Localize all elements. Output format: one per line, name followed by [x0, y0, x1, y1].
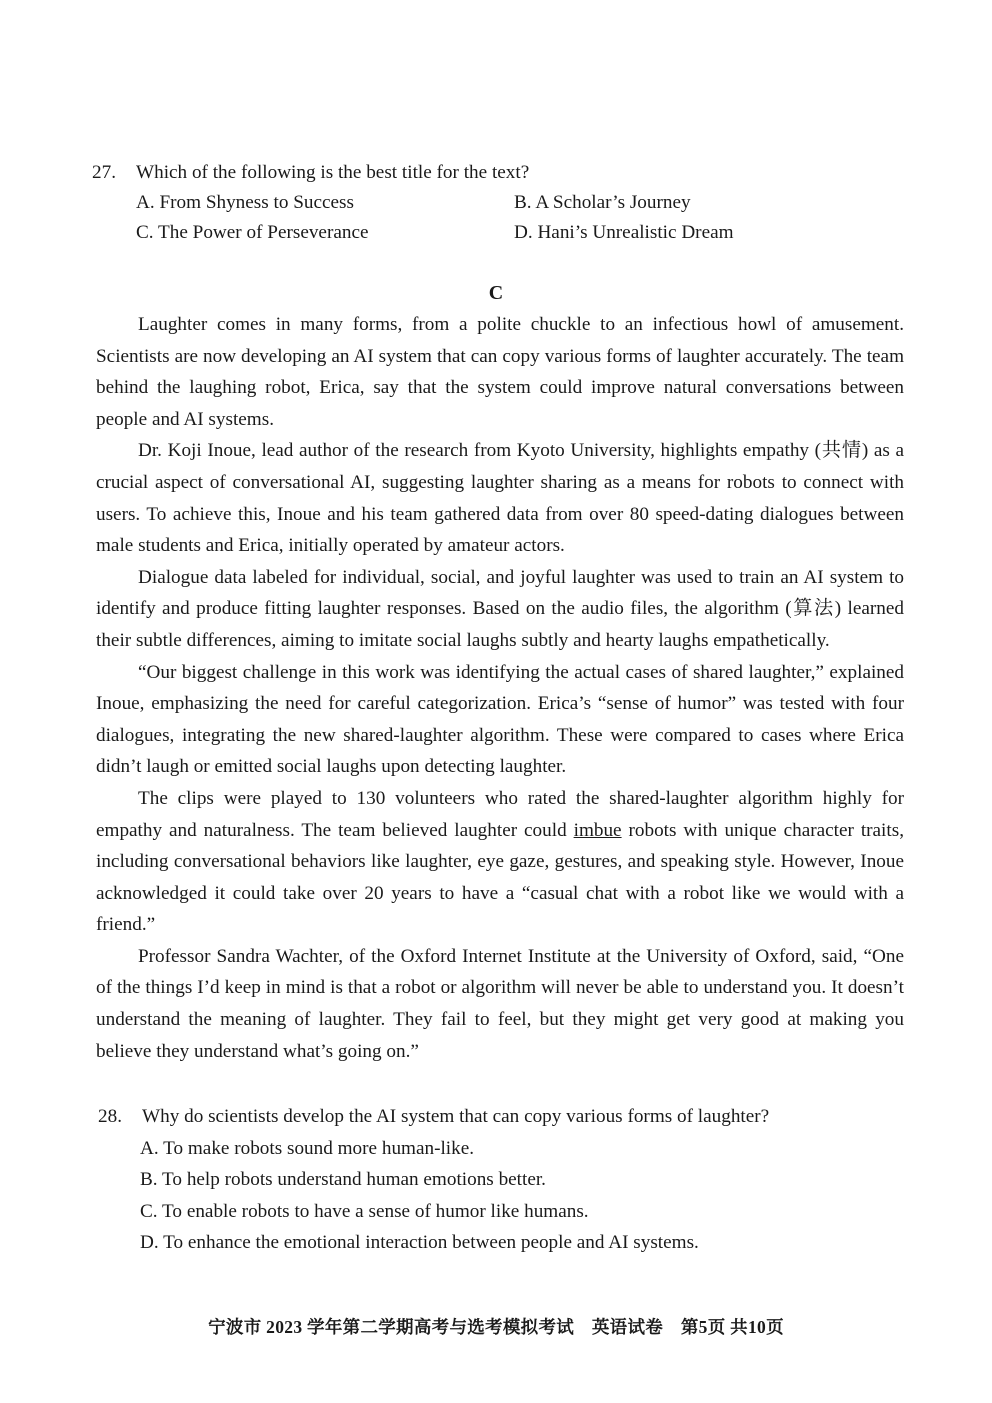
question-stem: Which of the following is the best title for the text? — [136, 162, 530, 183]
paragraph: Dialogue data labeled for individual, social, and joyful laughter was used to train an AI system to identify and produce fitting laughter responses. Based on the audio files, the algorithm (算法) learned their subtle differences, aiming to imitate social laughs subtly and hearty laughs empathetically. — [96, 566, 904, 651]
option-b: B. To help robots understand human emotions better. — [140, 1169, 546, 1191]
option-c: C. To enable robots to have a sense of humor like humans. — [140, 1200, 589, 1222]
option-a: A. To make robots sound more human-like. — [140, 1137, 475, 1159]
paragraph: “Our biggest challenge in this work was identifying the actual cases of shared laughter,” explained Inoue, emphasizing the need for careful categorization. Erica’s “sense of humor” was tested with four dialogues, integrating the new shared-laughter algorithm. These were compared to cases where Erica didn’t laugh or emitted social laughs upon detecting laughter. — [96, 661, 904, 778]
section-title: C — [488, 282, 504, 304]
page-footer: 宁波市 2023 学年第二学期高考与选考模拟考试 英语试卷 第5页 共10页 — [208, 1317, 784, 1337]
question-stem: Why do scientists develop the AI system that can copy various forms of laughter? — [142, 1106, 770, 1127]
reading-passage — [96, 309, 904, 1067]
paragraph: Laughter comes in many forms, from a polite chuckle to an infectious howl of amusement. Scientists are now developing an AI system that can copy various forms of laughter accurately. The team behind the laughing robot, Erica, say that the system could improve natural conversations between people and AI systems. — [96, 314, 904, 430]
paragraph-text: robots with unique character traits, including conversational behaviors like laughter, eye gaze, gestures, and speaking style. However, Inoue acknowledged it could take over 20 years to have a “casual chat with a robot like we would with a friend.” — [96, 819, 904, 936]
option-d: D. To enhance the emotional interaction between people and AI systems. — [140, 1232, 699, 1254]
paragraph: Dr. Koji Inoue, lead author of the research from Kyoto University, highlights empathy (共情) as a crucial aspect of conversational AI, suggesting laughter sharing as a means for robots to connect with users. To achieve this, Inoue and his team gathered data from over 80 speed-dating dialogues between male students and Erica, initially operated by amateur actors. — [96, 440, 904, 557]
question-28-stem-line — [98, 1101, 918, 1133]
question-28 — [98, 1101, 918, 1259]
option-d: D. Hani’s Unrealistic Dream — [514, 222, 734, 243]
question-27-stem-line — [92, 158, 912, 188]
paragraph — [96, 783, 904, 941]
option-a: A. From Shyness to Success — [136, 192, 354, 213]
question-27 — [92, 158, 912, 248]
option-c: C. The Power of Perseverance — [136, 222, 369, 243]
question-number: 27. — [92, 162, 116, 183]
question-number: 28. — [98, 1106, 122, 1127]
option-b: B. A Scholar’s Journey — [514, 192, 691, 213]
paragraph-text: The clips were played to 130 volunteers who rated the shared-laughter algorithm highly for empathy and naturalness. The team believed laughter could — [96, 787, 904, 841]
underlined-word: imbue — [573, 819, 622, 841]
paragraph: Professor Sandra Wachter, of the Oxford Internet Institute at the University of Oxford, said, “One of the things I’d keep in mind is that a robot or algorithm will never be able to understand you. It doesn’t understand the meaning of laughter. They fail to feel, but they might get very good at making you believe they understand what’s going on.” — [96, 945, 904, 1062]
question-27-options — [136, 188, 912, 248]
